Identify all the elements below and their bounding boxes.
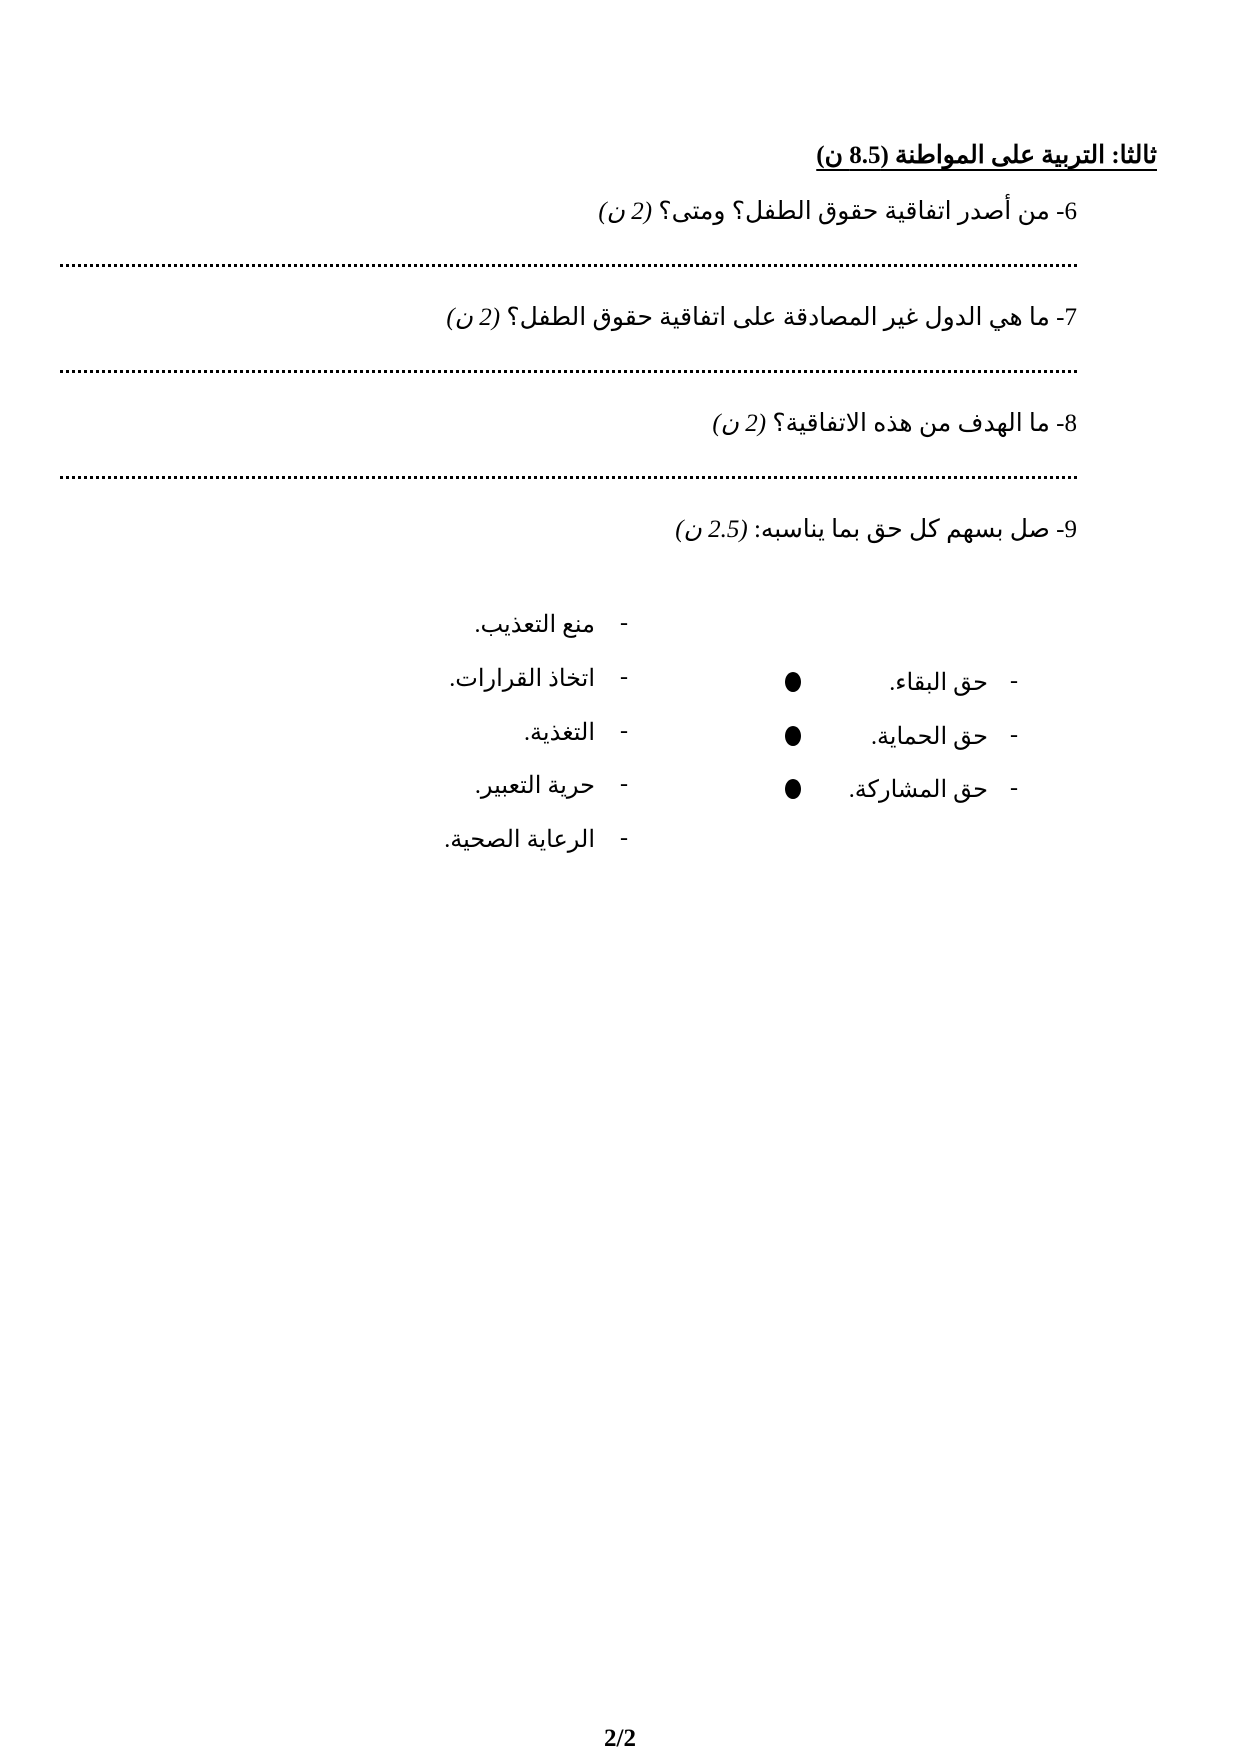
match-item: حرية التعبير. <box>474 773 595 799</box>
page-number: 2/2 <box>604 1725 636 1752</box>
question-text: من أصدر اتفاقية حقوق الطفل؟ ومتى؟ <box>658 198 1050 225</box>
question-6 <box>598 196 1077 226</box>
right-item-participation: حق المشاركة. <box>848 777 988 803</box>
question-number: 9- <box>1056 516 1077 543</box>
right-item-protection: حق الحماية. <box>870 724 988 750</box>
question-9 <box>675 514 1077 544</box>
question-number: 8- <box>1056 410 1077 437</box>
match-item: الرعاية الصحية. <box>444 827 595 853</box>
question-text: ما هي الدول غير المصادقة على اتفاقية حقوق الطفل؟ <box>506 304 1050 331</box>
question-points: (2.5 ن) <box>675 516 748 543</box>
right-item-survival: حق البقاء. <box>889 670 988 696</box>
bullet-dash: - <box>620 825 628 851</box>
question-points: (2 ن) <box>712 410 767 437</box>
question-text: ما الهدف من هذه الاتفاقية؟ <box>772 410 1050 437</box>
question-points: (2 ن) <box>446 304 501 331</box>
match-item: اتخاذ القرارات. <box>449 666 595 692</box>
bullet-dash: - <box>620 771 628 797</box>
section-title: ثالثا: التربية على المواطنة (8.5 ن) <box>816 142 1157 169</box>
bullet-dash: - <box>620 718 628 744</box>
match-item: التغذية. <box>524 720 595 746</box>
question-8 <box>712 408 1077 438</box>
match-point[interactable] <box>785 779 801 799</box>
bullet-dash: - <box>620 664 628 690</box>
question-number: 7- <box>1056 304 1077 331</box>
question-number: 6- <box>1056 198 1077 225</box>
bullet-dash: - <box>1010 668 1018 694</box>
match-item: منع التعذيب. <box>474 612 595 638</box>
bullet-dash: - <box>1010 775 1018 801</box>
answer-line[interactable] <box>60 476 1077 479</box>
bullet-dash: - <box>1010 722 1018 748</box>
question-7 <box>446 302 1077 332</box>
match-point[interactable] <box>785 726 801 746</box>
question-text: صل بسهم كل حق بما يناسبه: <box>753 516 1050 543</box>
question-points: (2 ن) <box>598 198 653 225</box>
bullet-dash: - <box>620 610 628 636</box>
answer-line[interactable] <box>60 370 1077 373</box>
match-point[interactable] <box>785 672 801 692</box>
answer-line[interactable] <box>60 264 1077 267</box>
